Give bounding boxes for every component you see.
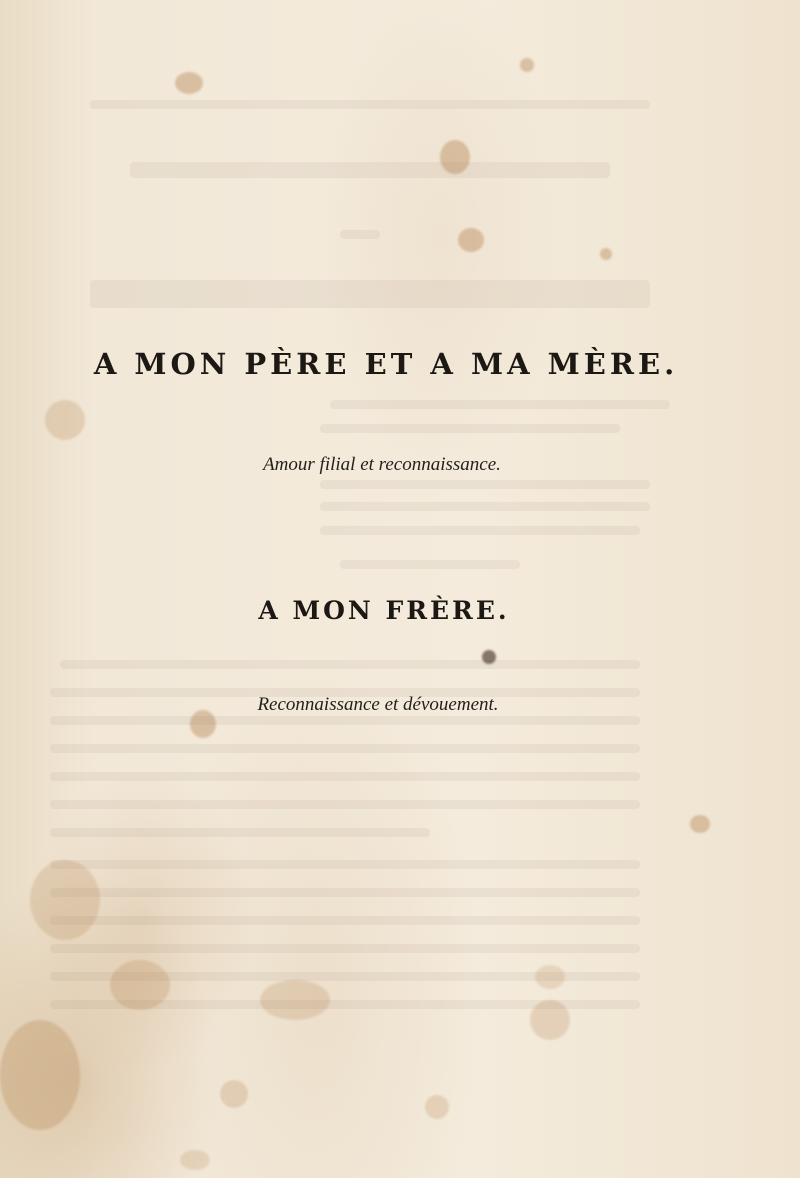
foxing-spot (45, 400, 85, 440)
bleed-through-text (60, 90, 700, 1050)
dedication-heading-brother: A MON FRÈRE. (258, 596, 510, 625)
foxing-spot (110, 960, 170, 1010)
foxing-spot (530, 1000, 570, 1040)
foxing-spot (458, 228, 484, 252)
foxing-spot (690, 815, 710, 833)
foxing-spot (260, 980, 330, 1020)
foxing-spot (30, 860, 100, 940)
foxing-spot (440, 140, 470, 174)
foxing-spot (220, 1080, 248, 1108)
dedication-heading-parents: A MON PÈRE ET A MA MÈRE. (93, 347, 679, 381)
foxing-spot (482, 650, 496, 664)
foxing-spot (425, 1095, 449, 1119)
dedication-sentiment-brother: Reconnaissance et dévouement. (257, 694, 499, 715)
foxing-spot (175, 72, 203, 94)
foxing-spot (520, 58, 534, 72)
dedication-sentiment-parents: Amour filial et reconnaissance. (263, 454, 501, 475)
foxing-spot (180, 1150, 210, 1170)
foxing-spot (0, 1020, 80, 1130)
foxing-spot (535, 965, 565, 989)
foxing-spot (600, 248, 612, 260)
